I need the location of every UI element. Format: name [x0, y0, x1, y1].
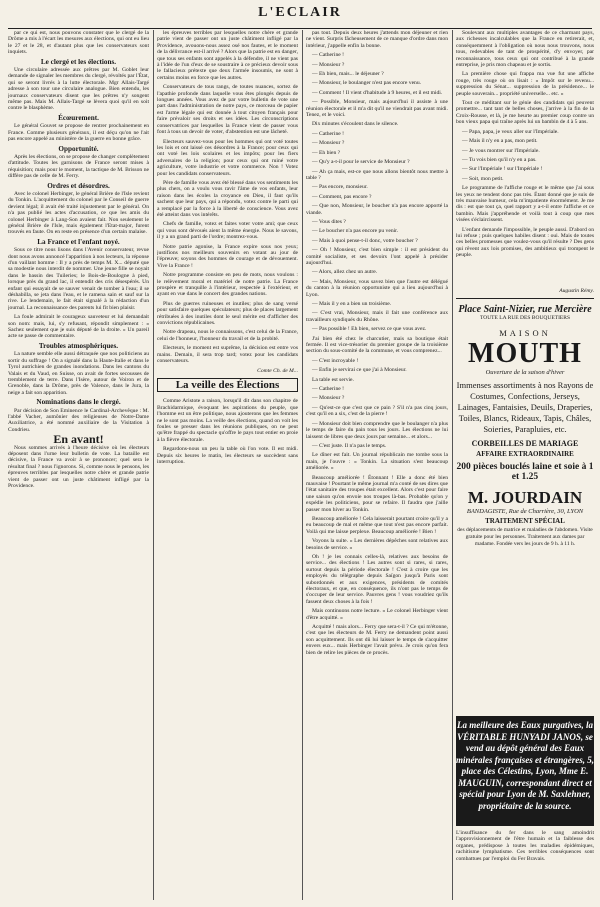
article-text: Dix minutes s'écoulent dans le silence.	[312, 121, 399, 128]
dialog-line: — Pas possible ! Eh bien, servez ce que vous avez.	[312, 326, 427, 333]
dialog-line: — Mais, Monsieur, vous savez bien que l'autre est délégué du canton à la réunion opportuniste qui a lieu aujourd'hui à Lyon.	[306, 278, 448, 298]
ad-jourdain-address: BANDAGISTE, Rue de Charrière, 30, LYON	[466, 508, 584, 515]
article-text: Beaucoup améliorée ! Cela laisserait pourtant croire qu'il y a eu beaucoup de mal et même que tout n'est pas encore parfait. Voilà qui me laisse perplexe. Beaucoup améliorée ! Bien !	[306, 515, 448, 535]
dialog-line: — Mais il n'y en a pas, mon petit.	[462, 138, 538, 145]
dialog-line: — Mais à quoi pense-t-il donc, votre boucher ?	[312, 237, 418, 244]
dialog-line: La table est servie.	[312, 376, 354, 383]
dialog-line: — C'est vrai, Monsieur, mais il fait une conférence aux travailleurs syndiqués du Rhône.	[306, 310, 448, 323]
article-text: J'ai bien été chez le charcutier, mais sa boutique était fermée. Il est vice-trésorier du premier groupe de la troisième section du sous-comité de la commune, et vous comprenez...	[306, 335, 448, 355]
advertisement-hunyadi: La meilleure des Eaux purgatives, la VÉRITABLE HUNYADI JANOS, se vend au dépôt général des Eaux minérales françaises et étrangères, 5, place des Célestins, Lyon, Mme E. MAUGUIN, correspondant direct et spécial pour Lyon de M. Saxlehner, propriétaire de la source.	[456, 716, 594, 826]
article-text: Electeurs sauvez-vous pour les hommes qui ont voté toutes les lois et ont laissé ces désordres à la France; pour ceux qui ont voté les lois scolaires et les impôts; pour les fiers adversaires de la religion; pour ceux qui ont ruiné votre agriculture, votre industrie et votre commerce. Non ! Votez pour les candidats conservateurs.	[157, 138, 298, 177]
column-4	[456, 30, 594, 296]
ad-street: TOUTE LA RUE DES BOUQUETIERS	[479, 315, 571, 321]
dialog-line: — Qu'est-ce que c'est que ce pain ? S'il n'a pas cinq jours, c'est qu'il en a six, c'est de la pierre !	[306, 404, 448, 418]
ad-traitement: TRAITEMENT SPÉCIAL	[485, 517, 565, 525]
article-text: Regardons-nous un peu la table où l'on vote. Il est midi. Depuis six heures le matin, les électeurs se succèdent sans interruption.	[157, 446, 298, 465]
signature: Comte Ch. de M...	[257, 367, 298, 374]
ad-address: Place Saint-Nizier, rue Mercière	[458, 304, 592, 315]
article-text: Père de famille vous avez été blessé dans vos sentiments les plus chers, on a voulu vous ravir l'âme de vos enfants, leur raison dans les écoles la croyance en Dieu, il faut qu'ils sachent que leur pays, qui a répondu, votez contre le parti qui a remplacé par la force à la liberté de conscience. Vous avez été atteint dans vos intérêts.	[157, 179, 298, 218]
dialog-line: — Pas encore, monsieur.	[312, 184, 368, 191]
article-text: La première chose qui frappa ma vue fut une affiche rouge, très rouge où on lisait : « Impôt sur le revenu... suppression du Sénat... suppression de la présidence... le peuple souverain... propriété universelle... etc. »	[456, 71, 594, 97]
ad-jourdain: M. JOURDAIN	[467, 488, 583, 507]
heading-en-avant: En avant!	[53, 432, 104, 447]
newspaper-title: L'ECLAIR	[258, 5, 342, 20]
advertisement-mouth	[456, 300, 594, 548]
column-separator	[302, 30, 303, 900]
article-text: Le général Gouvet se propose de rentrer prochainement en France. Comme plusieurs généraux, il est déçu qu'on ne l'ait pas encore appelé au ministère de la guerre en bonne grâce.	[8, 123, 149, 143]
dialog-line: — Ah ça mais, est-ce que nous allons bientôt nous mettre à table ?	[306, 168, 448, 181]
article-text: Oh ! je les connais celles-là, relatives aux besoins de service... des élections ! Les autres sont si rares, si rares, surtout depuis la période électorale ! C'est à croire que les employés du télégraphe depuis Saïgon jusqu'à Paris sont subordonnés et aux exigences, présidents de comités électoraux, et que, en conséquence, ils n'ont pas le temps de s'occuper de leur service. Pauvres gens ! vous voudriez qu'ils fassent deux choses à la fois !	[306, 554, 448, 605]
heading-enfant-noye: La France et l'enfant noyé.	[37, 237, 120, 246]
article-text: les épreuves terribles par lesquelles notre chère et grande patrie vient de passer ont un juste châtiment infligé par la Providence, avouons-nous assez osé nos fautes, et le moment de la délivrance est-il arrivé ? Alors que la patrie est en danger, que tous ses enfants sont appelés à la défendre, il ne vient pas à l'idée de l'un d'eux de se soustraire à ce précieux devoir sous le fallacieux prétexte que deux l'armée insoumis, ne sont à certains moins en force que les autres.	[157, 30, 298, 81]
article-text: Conservateurs de tous rangs, de toutes nuances, sortez de l'apathie profonde dans laquelle vous êtes plongés depuis de longues années. Vous avez de par votre bulletin de vote une part dans l'administration de notre pays, ce morceau de papier est l'arme légale qui est donnée à tout citoyen français pour faire prévaloir ses droits et ses idées. Les circonscriptions conservatrices par lesquelles la France vient de passer vous font à tous un devoir de voter, d'abstention est une lâcheté.	[157, 84, 298, 136]
dialog-line: — Mais il y en a bien un troisième.	[312, 301, 392, 307]
advertisement-fer-bravais: L'insuffisance du fer dans le sang amoindrit l'approvisionnement de l'être humain et la faiblesse des organes, prédispose à toutes les maladies épidémiques, rachitisme lymphatisme. Ces terribles conséquences sont combattues par l'emploi du Fer Bravais.	[456, 830, 594, 862]
signature: Augustin Rémy.	[559, 288, 594, 294]
article-text: L'enfant demande l'impossible, le peuple aussi. D'abord on lui refuse ; puis quelques habiles disent : oui. Mais de toutes ces belles promesses que voulez-vous qu'il résulte ? Des gens qui rêvent aux lois promises, des ambitieux qui trompent le peuple.	[456, 226, 594, 259]
signature-block	[456, 286, 594, 296]
article-text: Le dîner est fait. Un journal républicain me tombe sous la main, je l'ouvre : « Tonkin. La situation s'est beaucoup améliorée. »	[306, 452, 448, 472]
dialog-line: — Soit, mon petit.	[462, 175, 504, 182]
article-text: Tout ce méditant sur le génie des candidats qui peuvent promettre... tant tant de belles choses, j'arrive à la fin de la Croix-Rousse, et là, je me heurte au premier coup contre un bon vieux papa qui traîne après lui un bambin de 4 à 5 ans.	[456, 100, 594, 126]
ad-season: Ouverture de la saison d'hiver	[485, 369, 565, 376]
dialog-line: — Monsieur, le boulanger n'est pas encore venu.	[312, 80, 422, 87]
dialog-line: — Je vous montrer sur l'Impériale.	[462, 147, 540, 154]
dialog-line: — Possible, Monsieur, mais aujourd'hui il assiste à une réunion électorale et il m'a dit qu'il ne viendrait pas avant midi. Tenez, et le voici.	[306, 99, 448, 119]
masthead	[0, 0, 600, 28]
dialog-line: — Sur l'Impériale ! sur l'Impériale !	[462, 166, 543, 173]
heading-ordres: Ordres et désordres.	[47, 181, 110, 190]
article-text: Par décision de Son Eminence le Cardinal-Archevêque : M. l'abbé Vacher, aumônier des religieuses de Notre-Dame Auxiliatrice, a été nommé auxiliaire de la Visitation à Condrieu.	[8, 407, 149, 433]
heading-clerge: Le clergé et les élections.	[40, 57, 117, 66]
article-text: Nous sommes arrivés à l'heure décisive où les électeurs déposent dans l'urne leur bulletin de vote. La bataille est décisive, la France va avoir à se prononcer; quel sera le résultat final ? nous l'ignorons. Si, comme nous le pensons, les épreuves terribles par lesquelles notre chère et grande patrie vient de passer ont un juste châtiment infligé par la Providence.	[8, 444, 149, 489]
dialog-line: — Catherine !	[312, 130, 344, 137]
ad-maison: MAISON	[499, 328, 551, 338]
dialog-line: — Comment, pas encore ?	[312, 193, 372, 200]
article-text: Chefs de famille, votez et faites voter votre ami; que ceux qui vous sont dévoués aient la même énergie. Nous le savons, il y a un grand parti de l'ordre; montrez-vous.	[157, 221, 298, 241]
dialog-line: — Enfin je servirai ce que j'ai à Monsieur.	[312, 367, 407, 374]
dialog-line: — Catherine !	[312, 386, 344, 393]
column-separator	[452, 30, 453, 900]
column-3	[306, 30, 448, 900]
article-text: La nature semble elle aussi détraquée que nos politiciens au sortir du suffrage ! On a signalé dans la Haute-Italie et dans le Tyrol autrichien de grandes inondations. Dans les cantons du Valais et du Vaud, en Suisse, on avait de fortes secousses de tremblement de terre. Dans l'Isère, autour de Voiron et de Grenoble, dans la Drôme, près de Valence, dans le Jura, la neige a fait son apparition.	[8, 351, 149, 396]
dialog-line: — Eh bien ?	[312, 149, 341, 156]
dialog-line: — Monsieur ?	[312, 395, 345, 402]
article-text: Mais continuons notre lecture. « Le colonel Herbinger vient d'être acquitté. »	[306, 608, 448, 621]
dialog-line: — Tu vois bien qu'il n'y en a pas.	[462, 156, 537, 163]
article-text: Le programme de l'affiche rouge et le même que j'ai sous les yeux ne tendent donc pas très. Étant donné que je suis de très mauvaise humeur, cela m'impatiente énormément. Je me dis : est que tout ça, quel rapport y a-t-il entre l'affiche et ce bambin. Mais j'appréhende et voilà tout à coup que mes visées s'éclaircissent.	[456, 185, 594, 224]
article-text: Voyons la suite. « Les dernières dépêches sont relatives aux besoins de service. »	[306, 538, 448, 551]
article-text: Sous ce titre nous lisons dans l'Avenir conservateur, revue dont nous avons annoncé l'apparition à nos lecteurs, la réponse d'un vaillant homme : Il y a près de temps M. X... député que sa modestie nous interdit de nommer. Une jeune fille se noyait dans le bassin des Tuileries; le Bois-de-Boulogne à pied, lorsque près du grand lac, il entendit des cris désespérés. Un enfant qui essayait de se sauver venait de tomber à l'eau; il se déshabilla, se jeta dans l'eau, et le ramena sain et sauf sur la rive. Le lendemain, le fait était signalé à la rédaction d'un journal. La reconnaissance des parents lui fit bien plaisir.	[8, 247, 149, 311]
article-text: Avec le colonel Herbinger, le général Brière de l'Isle revient du Tonkin. L'acquittement du colonel par le Conseil de guerre devient légal; il avait été traité injustement par le général. On n'a pas publié les actes d'accusation, ce que les amis du colonel Herbinger à Lang-Son avaient fait. Non seulement le général Brière de l'Isle, mais également l'Etat-major, furent trouvés en faute. On en reste en présence d'un certain malaise.	[8, 190, 149, 236]
ad-rule	[456, 298, 594, 299]
heading-troubles: Troubles atmosphériques.	[38, 341, 119, 350]
dialog-line: — Catherine !	[312, 52, 344, 59]
article-text: Après les élections, on se propose de changer complètement d'attitude. Toutes les garnisons de France seront mises à réquisition; mais pour le moment, la tactique de M. Brisson ne diffère pas de celle de M. Ferry.	[8, 153, 149, 180]
article-text: Notre drapeau, nous le connaissons, c'est celui de la France, celui de l'honneur, l'honneur du travail et de la probité.	[157, 329, 298, 342]
dialog-line: — Que non, Monsieur, le boucher n'a pas encore apporté la viande.	[306, 203, 448, 216]
dialog-line: — Comment ! Il vient d'habitude à 9 heures, et il est midi.	[312, 89, 443, 96]
section-heading-box: La veille des Élections	[157, 378, 298, 392]
dialog-line: — Alors, allez chez un autre.	[312, 269, 378, 276]
column-1	[8, 30, 149, 900]
column-2	[157, 30, 298, 900]
ad-pieces: 200 pièces bouclés laine et soie à 1 et 1.25	[456, 462, 594, 482]
heading-opportunite: Opportunité.	[58, 144, 99, 153]
article-text: Notre patrie agonise, la France expire sous nos yeux; justifions nos meilleurs souvenirs en votant au jour de l'épreuve; soyons des hommes de courage et de dévouement. Vive la France !	[157, 243, 298, 269]
dialog-line: — Monsieur ?	[312, 140, 345, 147]
article-text: Electeurs, le moment est suprême, la décision est entre vos mains. Demain, il sera trop tard; votez pour les candidats conservateurs.	[157, 345, 298, 365]
ad-traitement-detail: des déplacements de matrice et maladies de l'abdomen. Visite gratuite pour les personnes. Traitement aux dames par madame. Fondée vers les jours de 9 h. à 11 h.	[457, 527, 593, 547]
ad-corbeilles: CORBEILLES DE MARIAGE	[471, 439, 579, 448]
dialog-line: — Oh ! Monsieur, c'est bien simple : il est président du comité socialiste, et ses devoirs l'ont appelé à présider aujourd'hui.	[306, 247, 448, 266]
dialog-line: — Papa, papa, je veux aller sur l'Impériale.	[462, 128, 559, 135]
article-text: Une circulaire adressée aux prêtres par M. Goblet leur demande de signaler les membres du clergé, révoltés par l'État, qui se seront livrés à la lutte électorale. Mgr Allais-Targé adresse à son tour une circulaire analogue. Bien entendu, les journaux conservateurs disent que les prêtres n'y songent même pas. Mais M. Allais-Targé se lèvera quoi qu'il en soit contre le blasphème.	[8, 67, 149, 112]
dialog-line: — C'est incroyable !	[312, 357, 359, 364]
dialog-line: — Monsieur doit bien comprendre que le boulanger n'a plus le temps de faire du pain tous les jours. Les élections ne lui laissent de libres que deux jours par semaine... et alors...	[306, 420, 448, 440]
dialog-line: — C'est juste. Il n'a pas le temps.	[312, 442, 387, 449]
dialog-line: — Qu'y a-t-il pour le service de Monsieur ?	[312, 159, 410, 166]
ad-affaire: AFFAIRE EXTRAORDINAIRE	[476, 450, 574, 458]
dialog-line: — Eh bien, mais... le déjeuner ?	[312, 71, 384, 78]
article-text: Soulevant aux multiples avantages de ce charmant pays, aux richesses incalculables que la France en retirerait, et, conséquemment à l'obligation où nous nous trouvons, nous tous, redevables de tant de prospérité, d'y envoyer, par reconnaissance, tous ceux qui ont contribué à la grande entreprise, je pris mon chapeau et je sortis.	[456, 30, 594, 69]
article-text: Beaucoup améliorée ! Étonnant ! Elle a donc été bien mauvaise ! Pourtant le même journal m'a conté de ses dires que l'état sanitaire des troupes était excellent. Alors c'est pour faire une saison qu'on envoie nos troupes là-bas. Probable qu'on y expédie les politiciens, pour se refaire. Il faudra que j'aille passer mon hiver au Tonkin.	[306, 474, 448, 513]
dialog-line: — Vous dites ?	[312, 218, 346, 225]
dialog-line: — Monsieur ?	[312, 61, 345, 68]
column-separator	[153, 30, 154, 900]
article-text: pas tout. Depuis deux heures j'attends mon déjeuner et rien ne vient. Surpris fâcheusement de ce manque d'ordre dans mon intérieur, j'appelle enfin la bonne.	[306, 30, 448, 49]
intro-text: par ce qui est, nous pouvons constater que le clergé de la Drôme a mis à l'écart les mesures aux élections, qui ont eu lieu le 27 et le 28, et d'autant plus que les conservateurs sont inquiets.	[8, 30, 149, 56]
article-text: Acquitté ! mais alors... Ferry que sera-t-il ? Ce qui m'étonne, c'est que les électeurs de M. Ferry ne demandent point aussi son acquittement. Ils ont dû lui laisser le temps de s'acquitter envers eux... mais Herbinger l'avait prévu. Je crois qu'on fera bien de relire les pièces de ce procès.	[306, 624, 448, 656]
dialog-line: — Le boucher n'a pas encore pu venir.	[312, 228, 399, 235]
article-text: Comme Aristote a raison, lorsqu'il dit dans son chapitre de Brachidarmique, évoquant les aspirations du peuple, que l'homme est un être politique, nous ajouterons que les femmes ne le sont pas moins. La veille des élections, quand on voit les foules se presser dans les réunions publiques, on ne peut qu'être frappé du spectacle qu'offre le pays tout entier en proie à la fièvre électorale.	[157, 398, 298, 443]
article-text: Plus de guerres ruineuses et inutiles; plus de sang versé pour satisfaire quelques spéculateurs; plus de places largement rétribuées à des inutiles dont le seul mérite est d'afficher des convictions républicaines.	[157, 300, 298, 327]
ad-assortment: Immenses assortiments à nos Rayons de Costumes, Confections, Jerseys, Lainages, Fantaisies, Deuils, Draperies, Toiles, Blancs, Rideaux, Tapis, Châles, Soieries, Parapluies, etc.	[456, 380, 594, 434]
article-text: La foule admirait le courageux sauveteur et lui demandait son nom: mais, lui, s'y refusant, répondit simplement : « Sachez seulement que je suis député de la droite. » Un pareil acte se passe de commentaire.	[8, 314, 149, 340]
heading-nominations: Nominations dans le clergé.	[36, 398, 121, 407]
heading-ecoeurement: Écœurement.	[58, 113, 99, 122]
header-rule	[8, 28, 592, 29]
article-text: Notre programme consiste en peu de mots, nous voulons : le relèvement moral et matériel de notre patrie. La France prospère et tranquille à l'intérieur, respectée à l'extérieur, et ayant en vue dans le concert des grandes nations.	[157, 272, 298, 298]
ad-brand: MOUTH	[468, 338, 582, 369]
